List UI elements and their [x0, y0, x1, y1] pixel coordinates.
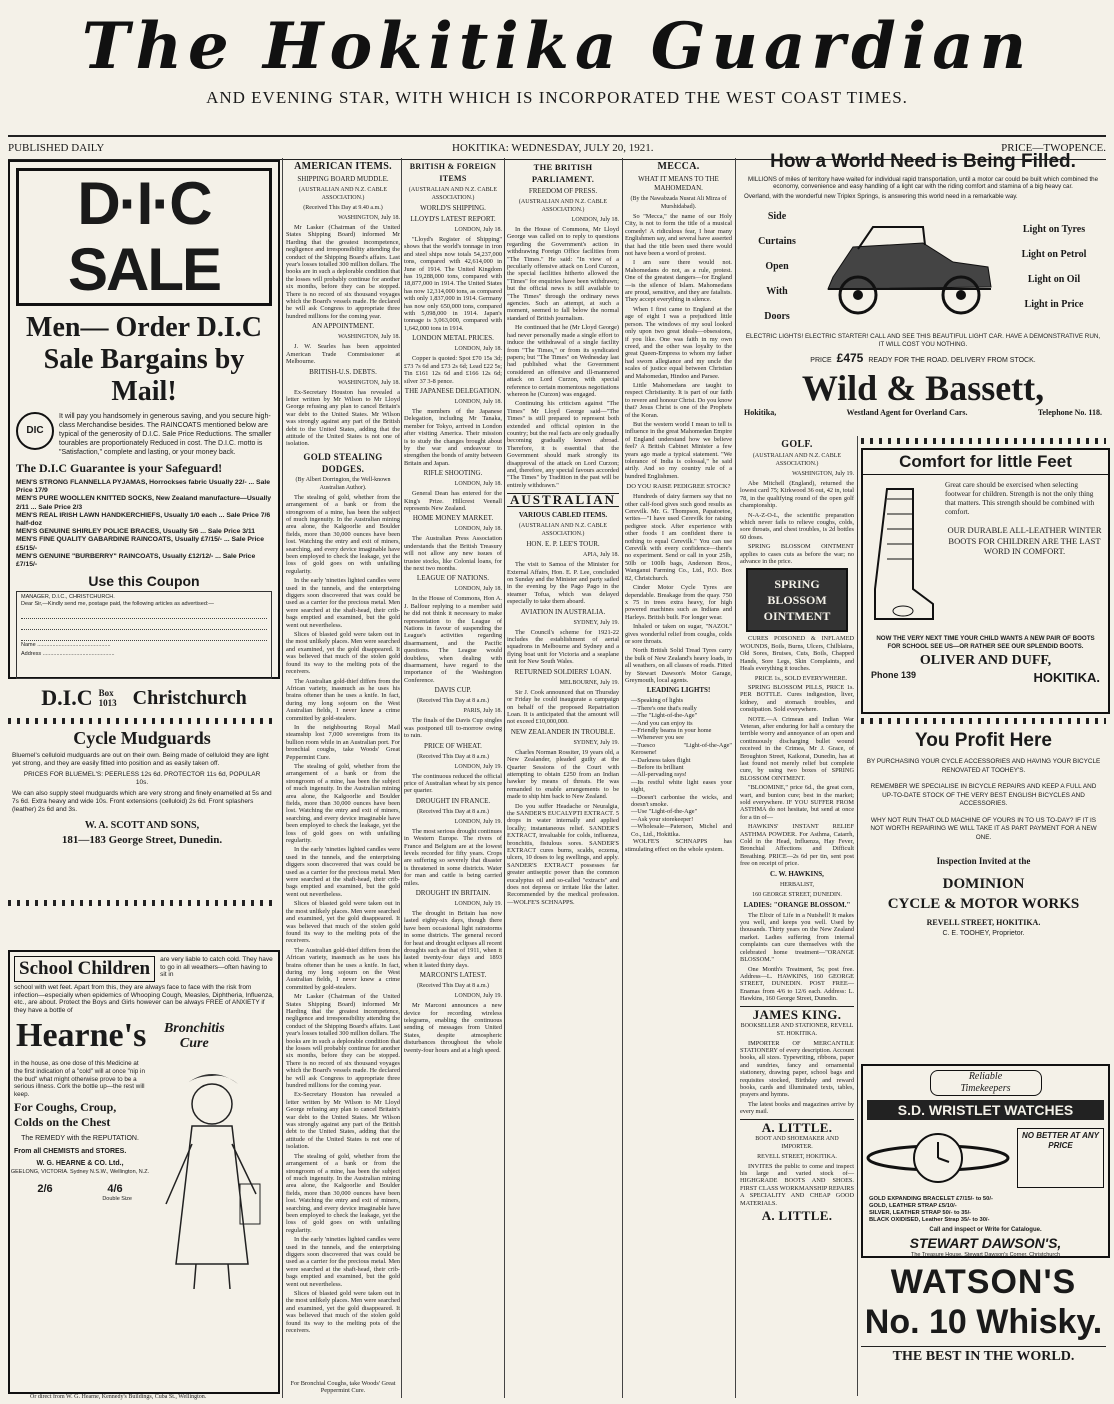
- a-little-footer: A. LITTLE.: [761, 1208, 833, 1224]
- dic-footer: [10, 685, 278, 711]
- column-mecca: [625, 158, 732, 1398]
- paragraph: Mr Marconi announces a new device for recording wireless telegrams, enabling the continuous sending of messages from United States, despite atmospheric disturbances throughout the whole twenty-four hours and at a high speed.: [404, 1002, 502, 1054]
- article-subheading: RETURNED SOLDIERS' LOAN.: [514, 667, 612, 676]
- hearnes-bronchitis-ad: [8, 950, 280, 1394]
- feet-ad-p3: NOW THE VERY NEXT TIME YOUR CHILD WANTS A NEW PAIR OF BOOTS FOR SCHOOL SEE US—OR RATHER SEE OUR SPLENDID BOOTS.: [876, 635, 1095, 650]
- hearne-footer: Or direct from W. G. Hearne, Kennedy's Buildings, Cuba St., Wellington.: [30, 1394, 207, 1400]
- column-american-items: [286, 158, 400, 1398]
- agency-credit: (AUSTRALIAN AND N.Z. CABLE ASSOCIATION.): [518, 199, 608, 213]
- list-item: —Friendly beams in your home: [631, 727, 712, 734]
- list-item: —There's one that's really: [631, 704, 697, 712]
- a-little-address: REVELL STREET, HOKITIKA.: [757, 1153, 837, 1160]
- hawkins-title: HERBALIST,: [779, 881, 815, 888]
- column-rule: [282, 158, 283, 1398]
- watsons-title-2: No. 10 Whisky.: [864, 1303, 1103, 1341]
- watch-note: NO BETTER AT ANY PRICE: [1017, 1128, 1104, 1188]
- watch-illustration: [863, 1122, 1013, 1194]
- overland-dealer: Wild & Bassett,: [801, 368, 1045, 409]
- watch-badge-1: Reliable: [968, 1071, 1003, 1082]
- paragraph: The stealing of gold, whether from the arrangement of a bank or from the strongroom of a mine, has been the subject of much ingenuity. In the Australian mining area alone, the Kalgoorlie and Boulder fields, more than 30,000 ounces have been lost. Watching the entry and exit of miners, searching, and every device imaginable have been employed to check the leakage, yet the loss of gold goes on with unfailing regularity.: [286, 762, 400, 845]
- list-item: —Speaking of lights: [631, 697, 684, 705]
- overland-right-words: [1004, 217, 1104, 317]
- overland-price-label: PRICE: [810, 357, 832, 365]
- hearne-stockists: From all CHEMISTS and STORES.: [14, 1148, 127, 1156]
- watch-badge-2: Timekeepers: [960, 1083, 1011, 1094]
- paragraph: In the early 'nineties lighted candles were used in the tunnels, and the enterprising diggers soon discovered that wax could be used as a carrier for the precious metal. Men were searched at the shaft-head, their crib-bags emptied and examined, but the gold went out nevertheless.: [286, 1236, 400, 1288]
- dic-footer-left: D.I.C: [41, 685, 93, 711]
- cycle-extra: We can also supply steel mudguards which are very strong and finely enamelled at 5s and 7s 6d. Extra heavy and wide 10s. Front extensions (celluloid) 2s 6d. Front splashers (leather) 2s 6d and 3s.: [12, 790, 272, 813]
- overland-town: Hokitika,: [744, 408, 777, 418]
- profit-ad-street: REVELL STREET, HOKITIKA.: [926, 918, 1041, 927]
- overland-intro-2: Overland, with the wonderful new Triplex Springs, is answering this world need in a remarkable way.: [744, 192, 1018, 200]
- overland-word: Open: [765, 261, 789, 273]
- agency-credit: (AUSTRALIAN AND N.Z. CABLE ASSOCIATION.): [752, 453, 842, 467]
- paragraph: In the early 'nineties lighted candles were used in the tunnels, and the enterprising diggers soon discovered that wax could be used as a carrier for the precious metal. Men were searched at the shaft-head, their crib-bags emptied and examined, but the gold went out nevertheless.: [286, 577, 400, 629]
- profit-ad-works-2: CYCLE & MOTOR WORKS: [887, 896, 1080, 912]
- paragraph: So "Mecca," the name of our Holy City, is not to form the title of a musical comedy! A ridiculous fear, I hear many Englishmen say, and several have asserted that had the title been used there would not have been a word of protest.: [625, 213, 732, 258]
- stewart-dawson-watch-ad: [861, 1064, 1110, 1258]
- hearne-tagline-2: Colds on the Chest: [14, 1115, 111, 1130]
- place-line: LONDON, July 19.: [454, 763, 502, 770]
- article-subheading: AN APPOINTMENT.: [311, 322, 375, 331]
- feet-ad-contact: [871, 670, 1100, 685]
- a-little-title: A. LITTLE.: [740, 1119, 854, 1134]
- agency-credit: (AUSTRALIAN AND N.Z. CABLE ASSOCIATION.): [408, 187, 498, 201]
- place-line: LONDON, July 19.: [454, 900, 502, 907]
- paragraph: Abe Mitchell (England), returned the lowest card 75; Kirkwood 36 out, 42 in, total 78, in the qualifying round of the open golf championship.: [740, 480, 854, 510]
- article-subheading: SHIPPING BOARD MUDDLE.: [297, 175, 389, 183]
- watch-address: The Treasure House, Stewart Dawson's Corner, Christchurch: [911, 1252, 1060, 1258]
- cycle-address: 181—183 George Street, Dunedin.: [61, 834, 223, 846]
- cycle-prices: PRICES FOR BLUEMEL'S: PEERLESS 12s 6d. PROTECTOR 11s 6d, POPULAR 10s.: [23, 771, 261, 786]
- paragraph: Continuing his criticism against "The Times" Mr Lloyd George said—"The Times" is still prepared to represent both extended and official opinion in the country; but the real facts are only gradually becoming gradually known abroad. Therefore, it is essential that the Government should mark strongly its disapproval of the attack on Lord Curzon; and, therefore, any special favours accorded "The Times" by Tradition in the past will be entirely withdrawn.": [507, 400, 619, 489]
- article-subheading: DAVIS CUP.: [434, 686, 472, 695]
- newspaper-subtitle: AND EVENING STAR, WITH WHICH IS INCORPORATED THE WEST COAST TIMES.: [206, 88, 908, 107]
- overland-word: Curtains: [758, 236, 796, 248]
- article-subheading: AVIATION IN AUSTRALIA.: [520, 607, 606, 616]
- hearne-lower: [10, 1058, 278, 1300]
- feet-ad-text: [941, 475, 1108, 633]
- cycle-mudguards-title: Cycle Mudguards: [73, 728, 211, 748]
- coupon-name-field: Name ................................................: [21, 642, 111, 649]
- article-heading: BRITISH & FOREIGN ITEMS: [409, 162, 497, 183]
- newspaper-title: The Hokitika Guardian: [81, 9, 1033, 84]
- paragraph: Cinder Motor Cycle Tyres are dependable. Breakage from the quay. 750 x 75 in trees extra heavy, for high powered machines such as Indians and Harleys. British built. For longer wear.: [625, 584, 732, 621]
- place-line: WASHINGTON, July 18.: [338, 215, 400, 221]
- paragraph: The latest books and magazines arrive by every mail.: [740, 1100, 854, 1116]
- overland-left-words: [742, 204, 812, 329]
- dic-item: MEN'S FINE QUALITY GABARDINE RAINCOATS, Usually £7/15/- ... Sale Price £5/15/-: [16, 536, 264, 552]
- watch-price-list: [869, 1196, 1102, 1224]
- overland-features: ELECTRIC LIGHTS! ELECTRIC STARTER! CALL AND SEE THIS BEAUTIFUL LIGHT CAR. HAVE A DEMONSTRATIVE RUN, IT WILL COST YOU NOTHING.: [745, 333, 1101, 348]
- article-subheading: THE JAPANESE DELEGATION.: [404, 386, 502, 395]
- watch-price-line: GOLD, LEATHER STRAP £5/10/-: [869, 1203, 957, 1209]
- overland-car-illustration: [813, 207, 1003, 327]
- list-item: —And you can enjoy its: [631, 719, 693, 727]
- dic-item: MEN'S GENUINE SHIRLEY POLICE BRACES, Usually 5/6 ... Sale Price 3/11: [16, 528, 256, 536]
- paragraph: In the early 'nineties lighted candles were used in the tunnels, and the enterprising diggers soon discovered that wax could be used as a carrier for the precious metal. Men were searched at the shaft-head, their crib-bags emptied and examined, but the gold went out nevertheless.: [286, 846, 400, 898]
- column-golf-medicine: [740, 436, 854, 1396]
- place-line: LONDON, July 18.: [454, 346, 502, 353]
- overland-price-note: READY FOR THE ROAD. DELIVERY FROM STOCK.: [868, 357, 1036, 365]
- watch-badge: [930, 1070, 1042, 1096]
- place-line: LONDON, July 19.: [454, 993, 502, 1000]
- place-line: SYDNEY, July 19.: [573, 619, 619, 626]
- paragraph: The stealing of gold, whether from the arrangement of a bank or from the strongroom of a mine, has been the subject of much ingenuity. In the Australian mining area alone, the Kalgoorlie and Boulder fields, more than 30,000 ounces have been lost. Watching the entry and exit of miners, searching, and every device imaginable have been employed to check the leakage, yet the loss of gold goes on with unfailing regularity.: [286, 1152, 400, 1234]
- place-line: LONDON, July 19.: [454, 818, 502, 825]
- overland-main: [742, 204, 1104, 329]
- paragraph: Slices of blasted gold were taken out in the most unlikely places. Men were searched and examined, yet the gold disappeared. It was believed that much of the stolen gold found its way to the melting pots of the receivers.: [286, 900, 400, 945]
- column-rule: [504, 158, 505, 1398]
- paragraph: The visit to Samoa of the Minister for External Affairs, Hon. E. P. Lee, concluded on Sunday and the Minister and party sailed in the evening by the Pago Pago in the steamer Tofua, which was delayed especially to take them aboard.: [507, 561, 619, 606]
- watsons-whisky-ad: [861, 1262, 1106, 1396]
- overland-word: Light on Oil: [1027, 273, 1081, 285]
- column-rule: [622, 158, 623, 1398]
- border-stripe: [8, 900, 276, 906]
- profit-ad-p3: WHY NOT RUN THAT OLD MACHINE OF YOURS IN TO US TO-DAY? IF IT IS NOT WORTH REPAIRING WE WILL TAKE IT AS PART PAYMENT FOR A NEW ONE.: [870, 816, 1097, 841]
- watch-price-line: SILVER, LEATHER STRAP 50/- to 35/-: [869, 1210, 972, 1216]
- list-item: —Before its brilliant: [631, 764, 684, 772]
- column-rule: [735, 158, 736, 1398]
- paragraph: When I first came to England at the age of eight I was a prejudiced little person. The windows of my soul looked only upon two great ideals—obsessions, if you like. One was faith in my own creed, and the other was loyalty to the great Queen-Empress to whom my father had sworn allegiance and my uncle the scales of justice equal between Christian and Mahomedan, Hindoo and Parsee.: [625, 305, 732, 380]
- article-subheading: DROUGHT IN FRANCE.: [415, 796, 491, 805]
- overland-intro: MILLIONS of miles of territory have waited for individual rapid transportation, until a motor car could be built which combined the economy, convenience and easy handling of a light car with the riding comfort and stamina of a big heavy car.: [747, 176, 1099, 191]
- spring-blossom-ointment-box: SPRING BLOSSOM OINTMENT: [746, 568, 848, 632]
- coupon-name-label: Name: [21, 642, 36, 649]
- profit-ad-title: You Profit Here: [915, 730, 1052, 751]
- list-item: —Wholesale—Paterson, Michel and Co., Ltd., Hokitika.: [631, 823, 732, 838]
- hearne-tagline-1: For Coughs, Croup,: [14, 1100, 117, 1115]
- hearne-illustration: [156, 1064, 272, 1294]
- paragraph: Mr Lasker (Chairman of the United States Shipping Board) informed Mr Harding that the greatest incompetence, negligence and irresponsibility attending the conduct of the Shipping Board's affairs. Last year's losses totalled 300 million dollars. The books are in such a deplorable condition that the losses will probably continue for another six months, before they can be stopped. There is no record of six thousand voyages which the Board's vessels made. He declared he will ask Congress to appropriate three hundred millions for the coming year.: [286, 993, 400, 1090]
- hearne-price-large: 4/6: [107, 1183, 123, 1196]
- feet-ad-p2: OUR DURABLE ALL-LEATHER WINTER BOOTS FOR CHILDREN ARE THE LAST WORD IN COMFORT.: [947, 525, 1102, 556]
- dic-item-list: [16, 479, 272, 569]
- hearne-price-small: 2/6: [37, 1183, 53, 1196]
- watch-call: Call and inspect or Write for Catalogue.: [929, 1227, 1042, 1233]
- place-line: LONDON, July 18.: [571, 217, 619, 223]
- paragraph: The Australian Press Association understands that the British Treasury will not allow any new issues of trustee stocks, like Colonial loans, for the next two months.: [404, 535, 502, 572]
- place-line: LONDON, July 18.: [454, 398, 502, 405]
- feet-ad-title: Comfort for little Feet: [863, 450, 1108, 475]
- paragraph: The most serious drought continues in Western Europe. The rivers of France and Belgium are at the lowest levels recorded for fifty years. Crops are suffering so severely that disaster is threatened in some districts. Water for man and cattle is being carried miles.: [404, 827, 502, 887]
- article-subheading: LLOYD'S LATEST REPORT.: [410, 215, 496, 223]
- dic-sale-ad: [8, 160, 280, 711]
- feet-ad-firm: OLIVER AND DUFF,: [919, 653, 1052, 669]
- dic-item: MEN'S REAL IRISH LAWN HANDKERCHIEFS, Usually 1/0 each ... Sale Price 7/6 half-doz: [16, 511, 271, 528]
- paragraph: Sir J. Cook announced that on Thursday or Friday he could inaugurate a campaign on behalf of the proposed Repatriation Loan. It is anticipated that the amount will not exceed £10,000,000.: [507, 688, 619, 726]
- paragraph: PRICE 1s., SOLD EVERYWHERE.: [754, 674, 848, 682]
- article-subheading: HON. E. P. LEE'S TOUR.: [526, 540, 600, 549]
- coupon-to: MANAGER, D.I.C., CHRISTCHURCH.: [21, 594, 115, 601]
- american-column-footer: For Bronchial Coughs, take Woods' Great Peppermint Cure.: [290, 1380, 396, 1395]
- dic-sale-title: D·I·C SALE: [16, 168, 272, 306]
- list-item: —Whenever you see: [631, 734, 684, 742]
- place-line: LONDON, July 18.: [454, 227, 502, 233]
- paragraph: The stealing of gold, whether from the arrangement of a bank or from the strongroom of a mine, has been the subject of much ingenuity. In the Australian mining area alone, the Kalgoorlie and Boulder fields, more than 30,000 ounces have been lost. Watching the entry and exit of miners, searching, and every device imaginable have been employed to check the leakage, yet the loss of gold goes on with unfailing regularity.: [286, 493, 400, 575]
- dic-coupon: [16, 591, 272, 679]
- paragraph: SPRING BLOSSOM PILLS, PRICE 1s. PER BOTTLE. Cures indigestion, liver, kidney, and stomach troubles, and constipation. Sold everywhere.: [740, 683, 854, 714]
- article-heading: AMERICAN ITEMS.: [294, 161, 392, 172]
- profit-ad-p2: REMEMBER WE SPECIALISE IN BICYCLE REPAIRS AND KEEP A FULL AND UP-TO-DATE STOCK OF THE VERY BEST ENGLISH BICYCLES AND ACCESSORIES.: [870, 783, 1097, 807]
- dic-coupon-title: Use this Coupon: [88, 573, 200, 590]
- dic-footer-box: Box 1013: [98, 688, 117, 709]
- hearne-remedy: The REMEDY with the REPUTATION.: [21, 1135, 139, 1143]
- hearne-brand-row: [16, 1016, 272, 1056]
- list-item: —Darkness takes flight: [631, 756, 691, 764]
- column-british-foreign: [404, 158, 502, 1398]
- article-heading: MECCA.: [657, 161, 700, 172]
- watch-firm: STEWART DAWSON'S,: [909, 1235, 1062, 1251]
- border-stripe: [861, 718, 1106, 724]
- hearne-price-note: Double Size: [102, 1196, 132, 1203]
- paragraph: INVITES the public to come and inspect his large and varied stock of— HIGHGRADE BOOTS AND SHOES. FIRST CLASS WORKMANSHIP REPAIRS A SPECIALITY AND CHEAP GOOD MATERIALS.: [740, 1162, 854, 1207]
- paragraph: North British Solid Tread Tyres carry the bulk of New Zealand's heavy loads, in all weathers, on all classes of roads. Fitted by Stewart Dawson's Motor Garage, Greymouth, local agents.: [625, 647, 732, 684]
- paragraph: SPRING BLOSSOM OINTMENT applies to cases cuts as before the war; no advance in the price.: [740, 543, 854, 566]
- feet-ad-main: [863, 475, 1108, 633]
- article-subheading: DO YOU RAISE PEDIGREE STOCK?: [626, 483, 731, 491]
- article-subheading: WORLD'S SHIPPING.: [420, 204, 486, 212]
- feet-ad-p1: Great care should be exercised when selecting footwear for children. Strength is not the only thing that matters. This strength should be combined with comfort.: [945, 481, 1095, 516]
- profit-ad-p1: BY PURCHASING YOUR CYCLE ACCESSORIES AND HAVING YOUR BICYCLE RENOVATED AT TOOHEY'S.: [866, 758, 1101, 774]
- paragraph: Slices of blasted gold were taken out in the most unlikely places. Men were searched and examined, yet the gold disappeared. It was believed that much of the stolen gold found its way to the melting pots of the receivers.: [286, 1290, 400, 1335]
- list-item: —Tuesco "Light-of-the-Age" Kerosene!: [631, 741, 732, 757]
- boot-illustration: [867, 479, 937, 629]
- received-line: (Received This Day at 8 a.m.): [416, 753, 490, 760]
- article-subheading: RIFLE SHOOTING.: [423, 469, 483, 478]
- dateline-center: HOKITIKA: WEDNESDAY, JULY 20, 1921.: [452, 142, 654, 154]
- column-british-parliament: [507, 158, 619, 1398]
- paragraph: Mr Lasker (Chairman of the United States Shipping Board) informed Mr Harding that the greatest incompetence, negligence and irresponsibility attending the conduct of the Shipping Board's affairs. Last year's losses totalled 300 million dollars. The books are in such a deplorable condition that the losses will probably continue for another six months, before they can be stopped. There is no record of six thousand voyages which the Board's vessels made. He declared he will ask Congress to appropriate three hundred millions for the coming year.: [286, 224, 400, 320]
- paragraph: The drought in Britain has now lasted eighty-six days, though there have been occasional light rainstorms in some districts. The general record for heat and drought eclipses all recent droughts such as that of 1911, when it lasted twenty-four days and 1893 when it lasted thirty days.: [404, 909, 502, 969]
- article-heading: THE BRITISH PARLIAMENT.: [531, 162, 595, 184]
- list-item: —The "Light-of-the-Age": [631, 712, 698, 720]
- paragraph: Copper is quoted: Spot £70 15s 3d; £73 7s 6d and £73 2s 6d; Lead £22 5s; Tin £161 12s 6d and £166 12s 6d; silver 37 3-8 pence.: [404, 355, 502, 385]
- section-banner: AUSTRALIAN: [507, 493, 619, 507]
- hearne-maker: W. G. HEARNE & CO. Ltd.,: [36, 1160, 124, 1168]
- watsons-title-1: WATSON'S: [890, 1263, 1077, 1301]
- column-rule: [857, 436, 858, 1396]
- article-subheading: LONDON METAL PRICES.: [412, 334, 494, 343]
- paragraph: In the House of Commons, Mr Lloyd George was called on to reply to questions regarding the Government's action in withdrawing Foreign Office facilities from "The Times." He said: "In view of a peculiarly offensive attack on Lord Curzon, the special facilities hitherto allowed the "Times" for enquiries have been withdrawn; but the official news is still available to "The Times" through the ordinary news agencies. Such an attempt, at such a moment, seemed to fall below the normal standard of British journalism.: [507, 226, 619, 322]
- overland-word: Light on Petrol: [1021, 248, 1087, 260]
- paragraph: CURES POISONED & INFLAMED WOUNDS, Boils, Burns, Ulcers, Chilblains, Old Sores, Bruises, Cuts, Boils, Chapped Hands, Sore Legs, Skin Complaints, and Heals everything it touches.: [740, 635, 854, 673]
- coupon-line: Dear Sir,—Kindly send me, postage paid, the following articles as advertised:—: [21, 601, 214, 608]
- paragraph: He continued that he (Mr Lloyd George) had never personally made a single effort to induce the withdrawal of a single facility from "The Times," or from its syndicated papers; but "The Times" on Wednesday last had published what the Government considered an offensive and ill-mannered attack on Lord Curzon, with special reference to certain momentous negotiations whereon he (Curzon) was engaged.: [507, 324, 619, 398]
- hearne-maker-loc: GEELONG, VICTORIA. Sydney N.S.W., Wellington, N.Z.: [10, 1169, 150, 1176]
- agency-credit: (AUSTRALIAN AND N.Z. CABLE ASSOCIATION.): [518, 523, 608, 538]
- profit-ad-invite: Inspection Invited at the: [936, 856, 1031, 866]
- paragraph: Do you suffer Headache or Neuralgia, the SANDER'S EUCALYPTI EXTRACT. 5 drops in water internally and applied locally; instantaneous relief. SANDER'S EXTRACT, invaluable for colds, influenza, bronchitis, fistulous sores. SANDER'S EXTRACT cures burns, scalds, eczema, ulcers, 10 doses to leg swellings, and apply. SANDER'S EXTRACT possesses far greater antiseptic power than the common eucalyptus oil and so-called "extracts" and does not depress or irritate like the latter. Recommended by the medical profession.—WOLFE'S SCHNAPPS.: [507, 802, 619, 906]
- paragraph: HAWKINS' INSTANT RELIEF ASTHMA POWDER. For Asthma, Catarrh, Cold in the Head, Influenza, Hay Fever, Bronchial Affections and Difficult Breathing. PRICE—2s 6d per tin, sent post free on receipt of price.: [740, 823, 854, 868]
- paragraph: "BLOOMINE," price 6d., the great corn, wart, and bunion cure; best in the market; sold everywhere. IF YOU SUFFER FROM ASTHMA do not hesitate, but send at once for a tin of—: [740, 784, 854, 821]
- cycle-firm: W. A. SCOTT AND SONS,: [84, 820, 200, 831]
- dic-guarantee: The D.I.C Guarantee is your Safeguard!: [16, 461, 223, 475]
- dic-item: MEN'S GENUINE "BURBERRY" RAINCOATS, Usually £12/12/- ... Sale Price £7/15/-: [16, 552, 256, 569]
- paragraph: Ex-Secretary Houston has revealed a letter written by Mr Wilson to Mr Lloyd George refusing any plan to cancel Britain's war debt to the United States. Mr Wilson was strongly against any part of the British debt to the United States, adding that the attitude of the United States is not one of isolation.: [286, 1091, 400, 1151]
- paragraph: Charles Norman Rossiter, 19 years old, a New Zealander, pleaded guilty at the Quarter Sessions of the Court with attempting to obtain £250 from an Indian hawker by means of threats. He was remanded to enable arrangements to be made to ship him back to New Zealand.: [507, 748, 619, 801]
- place-line: LONDON, July 18.: [454, 526, 502, 533]
- hearne-product: Bronchitis Cure: [163, 1021, 225, 1052]
- dic-intro: It will pay you handsomely in generous saving, and you secure high-class Merchandise besides. The RAINCOATS mentioned below are typical of the generosity of D.I.C. Sale Price Reductions. The smaller tourables are proportionately Reduced in cost. The D.I.C. motto is "Satisfaction," complete and lasting, or your money back.: [59, 413, 272, 456]
- dateline-left: PUBLISHED DAILY: [8, 142, 105, 154]
- overland-phone: Telephone No. 118.: [1037, 408, 1102, 418]
- received-line: (Received This Day at 8 a.m.): [416, 983, 490, 990]
- paragraph: In the House of Commons, Hon A. J. Balfour replying to a member said he did not think it necessary to make representation to the League of Nations in favour of suspending the League's activities regarding disarmament, and the Pacific questions. The League would doubtless, when dealing with disarmament, have regard to the importance of the Washington Conference.: [404, 595, 502, 684]
- list-item: —Use "Light-of-the-Age": [631, 808, 698, 816]
- hearne-child-illustration: [156, 1064, 268, 1294]
- border-stripe: [861, 438, 1106, 444]
- watch-main: [863, 1122, 1108, 1194]
- profit-ad-prop: C. E. TOOHEY, Proprietor.: [942, 930, 1025, 937]
- overland-role: Westland Agent for Overland Cars.: [846, 408, 968, 418]
- paragraph: N-A-Z-O-L, the scientific preparation which never fails to relieve coughs, colds, sore throats, and chest troubles, is 2d bottles 60 doses.: [740, 511, 854, 541]
- overland-word: Light on Tyres: [1022, 223, 1086, 235]
- hearne-brand: Hearne's: [16, 1017, 147, 1055]
- cycle-body: Bluemel's celluloid mudguards are out on their own. Being made of celluloid they are light yet strong, and they are easily fitted into position and as easily taken off.: [12, 752, 269, 767]
- dic-footer-right: Christchurch: [132, 686, 247, 709]
- overland-car-ad: [740, 150, 1106, 432]
- dic-item: MEN'S PURE WOOLLEN KNITTED SOCKS, New Zealand manufacture—Usually 2/11 ... Sale Price 2/3: [16, 495, 272, 511]
- border-stripe: [8, 718, 276, 724]
- watsons-tagline: THE BEST IN THE WORLD.: [861, 1346, 1106, 1367]
- dic-quality-badge: DIC: [16, 412, 54, 450]
- paragraph: The Australian gold-thief differs from the African variety, inasmuch as he uses his brains oftener than he uses a knife. In fact, during my long sojourn on the West Australian fields, I never knew a crime committed by gold-stealers.: [286, 677, 400, 722]
- toohey-cycle-ad: [861, 728, 1106, 1058]
- article-subheading: LEADING LIGHTS!: [646, 686, 711, 695]
- article-heading: GOLF.: [781, 439, 813, 450]
- paragraph: IMPORTER OF MERCANTILE STATIONERY of every description. Account books, all sizes. Typewriting, ribbons, paper and sundries, fancy and ornamental stationery, drawing paper, school bags and requisites stocked, Birthday and reward books, cards and illuminated texts, tables, prayers and hymns.: [740, 1039, 854, 1099]
- paragraph: J. W. Searles has been appointed American Trade Commissioner at Melbourne.: [286, 343, 400, 366]
- overland-dealer-row: [744, 408, 1102, 417]
- overland-word: With: [766, 286, 788, 298]
- paragraph: The Council's scheme for 1921-22 includes the establishment of aerial squadrons in Melbourne and Sydney and a flying boat unit for Victoria and a seaplane unit for New South Wales.: [507, 628, 619, 666]
- article-subheading: FREEDOM OF PRESS.: [528, 187, 598, 195]
- watch-price-line: BLACK OXIDISED, Leather Strap 35/- to 30/-: [869, 1217, 990, 1223]
- article-subheading: WHAT IT MEANS TO THE MAHOMEDAN.: [638, 175, 719, 192]
- column-rule: [401, 158, 402, 1398]
- article-subheading: NEW ZEALANDER IN TROUBLE.: [510, 727, 616, 736]
- paragraph: One Month's Treatment, 5s; post free. Address—L. HAWKINS, 160 GEORGE STREET, DUNEDIN. POST FREE—Enamas from 4/6 to 12/6 each. Address: L. Hawkins, 160 George Street, Dunedin.: [740, 965, 854, 1003]
- dateline-right: PRICE—TWOPENCE.: [1001, 142, 1106, 154]
- place-line: WASHINGTON, July 18.: [338, 379, 400, 386]
- paragraph: But the western world I mean to tell is influence in the great Mahomedan Empire of England understand how we believe feel? A British Cabinet Minister a few years ago made a typical statement. "We tolerance of India is colossal," he said airily. And so my country rule of a hundred Englishmen.: [625, 420, 732, 480]
- overland-word: Light in Price: [1024, 298, 1084, 310]
- cycle-mudguards-ad: [8, 726, 276, 892]
- overland-price: £475: [836, 351, 864, 366]
- received-line: (Received This Day at 9.40 a.m.): [303, 205, 383, 211]
- list-item: —Doesn't carbonise the wicks, and doesn't smoke.: [631, 793, 732, 809]
- paragraph: In the neighbouring Royal Mail steamship lost 7,000 sovereigns from its bullion room while in an Australian port. For bronchial coughs, take Woods' Great Peppermint Cure.: [286, 723, 400, 761]
- received-line: (Received This Day at 8 a.m.): [416, 808, 490, 815]
- watch-title: S.D. WRISTLET WATCHES: [867, 1100, 1104, 1120]
- hearne-side: are very liable to catch cold. They have to go in all weathers—often having to sit in: [160, 956, 273, 979]
- article-subheading: HOME MONEY MARKET.: [412, 514, 494, 523]
- paragraph: The continuous reduced the official price of Australian wheat by six pence per quarter.: [404, 772, 502, 795]
- overland-price-row: [740, 351, 1106, 365]
- overland-title: How a World Need is Being Filled.: [770, 151, 1076, 172]
- article-subheading: MARCONI'S LATEST.: [419, 971, 487, 980]
- article-subheading: LEAGUE OF NATIONS.: [416, 574, 490, 583]
- hearne-lower-text: [10, 1058, 150, 1300]
- hearne-note: in the house, as one dose of this Medicine at the first indication of a "cold" will at once "nip in the bud" what might otherwise prove to be a serious illness. Cork the bottle up—the rest will keep.: [14, 1060, 145, 1098]
- paragraph: Hundreds of dairy farmers say that no other calf-food gives such good results as Cerevilk. Mr. G. Thompson, Papatoetoe, writes—"I have used Cerevilk for raising pedigree stock. After experience with other foods I am confident there is nothing to equal Cerevilk." You can use Cerevilk with every confidence—there's no experiment. Send or call in your 25lb, 50lb or 100lb bags, Anderson Bros., Wanganui Farming Co., Ltd., P.O. Box 82, Christchurch.: [625, 493, 732, 582]
- hearne-body: school with wet feet. Apart from this, they are always face to face with the risk from infection—especially when epidemics of Whooping Cough, Measles, Diphtheria, Influenza, etc., are about. Protect the Boys and Girls however can be always FREE of ANXIETY if they have a bottle of: [14, 984, 274, 1014]
- coupon-blank-lines: [21, 608, 267, 641]
- coupon-address-label: Address: [21, 651, 42, 658]
- paragraph: "Lloyd's Register of Shipping" shows that the world's tonnage in iron and steel ships now totals 54,237,000 tons, compared with 42,614,000 in June of 1914. The United Kingdom has 19,288,000 tons, compared with 18,877,000 in 1914. The United States has now 12,314,000 tons, as compared with only 1,837,000 in 1914. Germany has now only 650,000 tons, compared with 5,098,000 in 1914. Japan's tonnage is 3,063,000, compared with 1,642,000 tons in 1914.: [404, 236, 502, 332]
- paragraph: NOTE.—A Crimean and Indian War Veteran, after enduring for half a century the terrible worry and annoyance of an open and continuously discharging bullet wound received in the Crimea, Mr J. Grace, of Broughton Street, Kaikorai, Dunedin, has at last found not merely relief but complete cure, by using two boxes of SPRING BLOSSOM OINTMENT.: [740, 715, 854, 782]
- hawkins-name: C. W. HAWKINS,: [770, 869, 824, 878]
- paragraph: Little Mahomedans are taught to respect Christianity. It is part of our faith to revere and honour Christ. Do you know that? Jesus Christ is one of the Prophets of the Koran.: [625, 381, 732, 419]
- list-item: —All-pervading rays!: [631, 771, 687, 779]
- agency-credit: (AUSTRALIAN AND N.Z. CABLE ASSOCIATION.): [298, 187, 388, 201]
- oliver-duff-ad: [861, 448, 1110, 714]
- paragraph: Inhaled or taken on sugar, "NAZOL" gives wonderful relief from coughs, colds or sore throats.: [625, 623, 732, 645]
- paragraph: General Dean has entered for the King's Prize. Hillcrest Veenall represents New Zealand.: [404, 490, 502, 512]
- leading-lights-list: [631, 697, 732, 838]
- hearne-prices: [10, 1183, 150, 1195]
- watch-price-line: GOLD EXPANDING BRACELET £7/15/- to 50/-: [869, 1196, 993, 1202]
- place-line: APIA, July 18.: [582, 552, 619, 559]
- profit-ad-works-1: DOMINION: [942, 876, 1025, 892]
- paragraph: The members of the Japanese Delegation, including Mr Tanaka, member for Tokyo, arrived in London after visiting America. Their mission is to study the changes brought about by the war and endeavour to strengthen the bonds of amity between Britain and Japan.: [404, 407, 502, 467]
- dic-intro-row: [16, 412, 272, 457]
- hearne-top: [14, 956, 274, 982]
- paragraph: Ex-Secretary Houston has revealed a letter written by Mr Wilson to Mr Lloyd George refusing any plan to cancel Britain's war debt to the United States. Mr Wilson was strongly against any part of the British debt to the United States, adding that the attitude of the United States is not one of isolation.: [286, 388, 400, 448]
- byline: (By the Nawabzada Nusrat Ali Mirza of Murshidabad).: [630, 196, 727, 210]
- feet-ad-phone: Phone 139: [871, 670, 917, 681]
- paragraph: The Elixir of Life in a Nutshell! It makes you well, and keeps you well. Used by thousands. Thirty years on the New Zealand market. Ladies suffering from internal complaints can cure themselves with the celebrated home treatment—"ORANGE BLOSSOM.": [740, 911, 854, 964]
- received-line: (Received This Day at 8 a.m.): [416, 698, 490, 705]
- dic-headline: Men— Order D.I.C Sale Bargains by Mail!: [26, 312, 262, 407]
- dic-item: MEN'S STRONG FLANNELLA PYJAMAS, Horrockses fabric Usually 22/- ... Sale Price 17/9: [16, 479, 271, 495]
- article-subheading: VARIOUS CABLED ITEMS.: [518, 511, 608, 520]
- place-line: WASHINGTON, July 19.: [792, 471, 854, 477]
- article-subheading: DROUGHT IN BRITAIN.: [415, 888, 491, 897]
- hearne-school-children: School Children: [14, 956, 155, 982]
- paragraph: I am sure there would not. Mahomedans do not, as a rule, protest. One of the greatest dangers—for England—is the silence of Islam. Mahomedans are proud, sensitive, and they are fatalists. They accept everything in silence.: [625, 259, 732, 304]
- place-line: WASHINGTON, July 18.: [338, 334, 400, 341]
- ladies-heading: LADIES: "ORANGE BLOSSOM.": [743, 900, 851, 909]
- coupon-address-field: Address ...............................................: [21, 651, 115, 658]
- paragraph: The Australian gold-thief differs from the African variety, inasmuch as he uses his brains oftener than he uses a knife. In fact, during my long sojourn on the West Australian fields, I never knew a crime committed by gold-stealers.: [286, 946, 400, 991]
- list-item: —Ask your storekeeper!: [631, 815, 694, 823]
- place-line: LONDON, July 18.: [454, 586, 502, 593]
- paragraph: Slices of blasted gold were taken out in the most unlikely places. Men were searched and examined, yet the gold disappeared. It was believed that much of the stolen gold found its way to the melting pots of the receivers.: [286, 631, 400, 676]
- overland-word: Doors: [764, 311, 790, 323]
- list-item: —Its restful white light eases your sight,: [631, 778, 732, 794]
- james-king-sub: BOOKSELLER AND STATIONER, REVELL ST. HOKITIKA.: [740, 1022, 854, 1037]
- place-line: LONDON, July 18.: [454, 481, 502, 488]
- a-little-sub: BOOT AND SHOEMAKER AND IMPORTER.: [755, 1135, 839, 1150]
- overland-word: Side: [767, 211, 787, 223]
- paragraph: WOLFE'S SCHNAPPS has stimulating effect on the whole system.: [625, 838, 732, 853]
- masthead: [0, 8, 1114, 108]
- james-king-title: JAMES KING.: [740, 1006, 854, 1021]
- place-line: MELBOURNE, July 19.: [559, 679, 619, 686]
- article-subheading: PRICE OF WHEAT.: [424, 741, 482, 750]
- feet-ad-town: HOKITIKA.: [1033, 670, 1100, 686]
- byline: (By Albert Dorrington, the Well-known Australian Author).: [295, 476, 391, 491]
- article-subheading: BRITISH-U.S. DEBTS.: [309, 367, 377, 376]
- paragraph: The finals of the Davis Cup singles was postponed till to-morrow owing to rain.: [404, 717, 502, 740]
- article-heading: GOLD STEALING DODGES.: [303, 451, 383, 474]
- place-line: SYDNEY, July 19.: [573, 739, 619, 746]
- hawkins-address: 160 GEORGE STREET, DUNEDIN.: [752, 891, 842, 898]
- place-line: PARIS, July 18.: [463, 708, 502, 715]
